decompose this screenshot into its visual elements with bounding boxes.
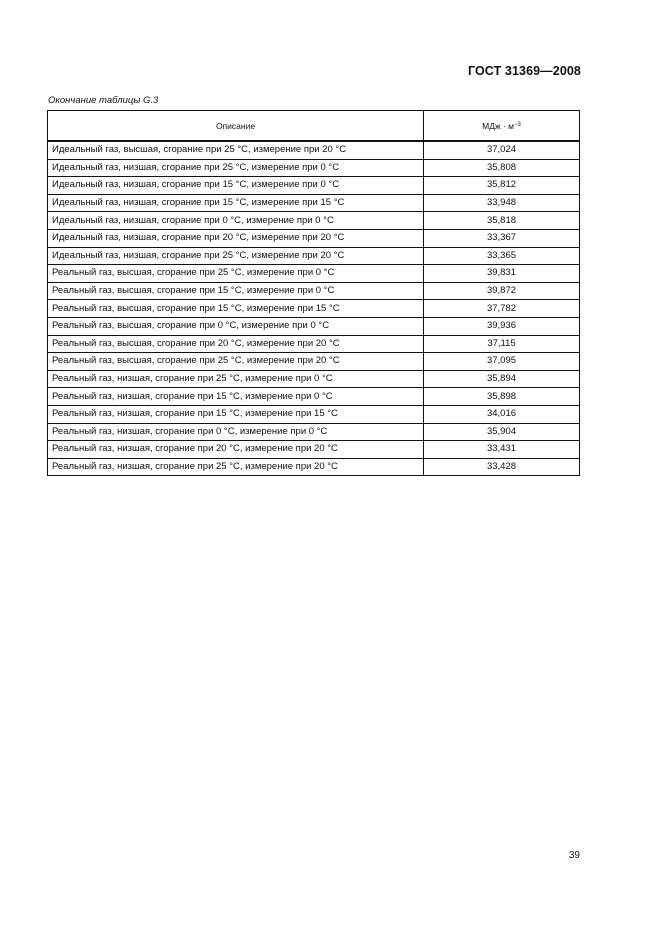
row-description: Реальный газ, низшая, сгорание при 20 °С, измерение при 20 °С (48, 441, 424, 459)
table-row (48, 317, 580, 335)
table-row (48, 265, 580, 283)
column-header-description: Описание (48, 111, 424, 142)
table-row (48, 423, 580, 441)
table-row (48, 229, 580, 247)
table-row (48, 282, 580, 300)
table-row (48, 441, 580, 459)
row-value: 35,898 (424, 388, 580, 406)
table-row (48, 405, 580, 423)
row-description: Реальный газ, низшая, сгорание при 25 °С, измерение при 20 °С (48, 458, 424, 476)
row-description: Идеальный газ, низшая, сгорание при 15 °С, измерение при 0 °С (48, 177, 424, 195)
row-description: Идеальный газ, низшая, сгорание при 25 °С, измерение при 20 °С (48, 247, 424, 265)
table-row (48, 370, 580, 388)
row-description: Идеальный газ, низшая, сгорание при 15 °С, измерение при 15 °С (48, 194, 424, 212)
row-value: 33,428 (424, 458, 580, 476)
row-value: 34,016 (424, 405, 580, 423)
unit-main: МДж · м (482, 121, 515, 131)
table-row (48, 212, 580, 230)
row-value: 35,812 (424, 177, 580, 195)
row-value: 37,115 (424, 335, 580, 353)
row-description: Реальный газ, высшая, сгорание при 25 °С, измерение при 0 °С (48, 265, 424, 283)
column-header-unit (424, 111, 580, 142)
row-value: 37,095 (424, 353, 580, 371)
row-value: 35,894 (424, 370, 580, 388)
table-row (48, 177, 580, 195)
row-description: Реальный газ, высшая, сгорание при 15 °С, измерение при 0 °С (48, 282, 424, 300)
table-header-row (48, 111, 580, 142)
row-description: Реальный газ, низшая, сгорание при 15 °С, измерение при 15 °С (48, 405, 424, 423)
row-value: 33,365 (424, 247, 580, 265)
row-value: 39,831 (424, 265, 580, 283)
row-value: 39,936 (424, 317, 580, 335)
table-row (48, 247, 580, 265)
table-row (48, 300, 580, 318)
unit-exponent: −3 (514, 122, 521, 128)
row-value: 37,024 (424, 141, 580, 159)
row-value: 33,367 (424, 229, 580, 247)
table-row (48, 353, 580, 371)
table-row (48, 458, 580, 476)
page-number: 39 (568, 850, 580, 861)
data-table (47, 110, 580, 476)
row-value: 35,818 (424, 212, 580, 230)
row-description: Идеальный газ, низшая, сгорание при 25 °С, измерение при 0 °С (48, 159, 424, 177)
table-row (48, 194, 580, 212)
table-caption: Окончание таблицы G.3 (48, 95, 159, 106)
row-description: Реальный газ, высшая, сгорание при 0 °С, измерение при 0 °С (48, 317, 424, 335)
row-description: Реальный газ, высшая, сгорание при 25 °С, измерение при 20 °С (48, 353, 424, 371)
row-value: 39,872 (424, 282, 580, 300)
row-value: 33,431 (424, 441, 580, 459)
row-value: 35,904 (424, 423, 580, 441)
table-body (48, 141, 580, 476)
row-description: Реальный газ, низшая, сгорание при 0 °С, измерение при 0 °С (48, 423, 424, 441)
row-description: Реальный газ, низшая, сгорание при 15 °С, измерение при 0 °С (48, 388, 424, 406)
table-row (48, 388, 580, 406)
row-description: Идеальный газ, высшая, сгорание при 25 °С, измерение при 20 °С (48, 141, 424, 159)
row-description: Реальный газ, высшая, сгорание при 20 °С, измерение при 20 °С (48, 335, 424, 353)
row-value: 37,782 (424, 300, 580, 318)
table-row (48, 141, 580, 159)
table-row (48, 335, 580, 353)
row-description: Идеальный газ, низшая, сгорание при 0 °С, измерение при 0 °С (48, 212, 424, 230)
row-description: Реальный газ, низшая, сгорание при 25 °С, измерение при 0 °С (48, 370, 424, 388)
row-description: Идеальный газ, низшая, сгорание при 20 °С, измерение при 20 °С (48, 229, 424, 247)
row-value: 33,948 (424, 194, 580, 212)
table-row (48, 159, 580, 177)
document-code: ГОСТ 31369—2008 (467, 64, 581, 78)
row-value: 35,808 (424, 159, 580, 177)
row-description: Реальный газ, высшая, сгорание при 15 °С, измерение при 15 °С (48, 300, 424, 318)
